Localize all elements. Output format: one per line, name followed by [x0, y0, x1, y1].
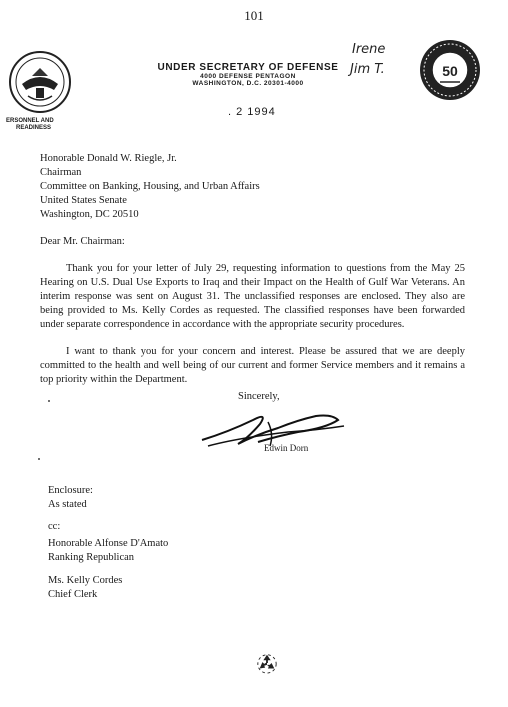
recipient-line: Committee on Banking, Housing, and Urban Affairs: [40, 181, 260, 192]
cc-entry: [48, 537, 168, 565]
body-paragraph-2: I want to thank you for your concern and interest. Please be assured that we are deeply committed to the health and well being of our current and former Service members and it remains a top priority within the Department.: [40, 346, 465, 385]
enclosure-label: Enclosure:: [48, 485, 93, 496]
letterhead: [148, 62, 348, 87]
cc-title: Chief Clerk: [48, 589, 98, 600]
scan-speck: [48, 400, 50, 402]
handwritten-note-line2: Jim T.: [350, 62, 385, 77]
signer-name: Edwin Dorn: [264, 443, 309, 453]
cc-label: cc:: [48, 521, 61, 532]
letter-date: . 2 1994: [228, 106, 276, 118]
agency-address: 4000 DEFENSE PENTAGON: [200, 73, 296, 80]
scan-speck: [38, 458, 40, 460]
closing: Sincerely,: [238, 391, 280, 402]
recipient-line: United States Senate: [40, 195, 127, 206]
salutation: Dear Mr. Chairman:: [40, 236, 125, 247]
enclosure-value: As stated: [48, 499, 87, 510]
cc-entry: [48, 574, 122, 602]
cc-name: Ms. Kelly Cordes: [48, 575, 123, 586]
anniversary-seal-number: 50: [442, 63, 458, 79]
cc-name: Honorable Alfonse D'Amato: [48, 538, 169, 549]
agency-city: WASHINGTON, D.C. 20301-4000: [192, 80, 304, 87]
recycle-icon: [256, 652, 278, 674]
recipient-address: [40, 152, 260, 222]
office-label: ERSONNEL AND READINESS: [6, 118, 54, 131]
department-of-defense-seal-icon: [8, 50, 72, 114]
enclosure: [48, 484, 93, 512]
page-number: 101: [244, 8, 264, 23]
cc-title: Ranking Republican: [48, 552, 135, 563]
handwritten-note-line1: Irene: [352, 42, 386, 57]
recipient-line: Honorable Donald W. Riegle, Jr.: [40, 153, 177, 164]
body-paragraph-1: Thank you for your letter of July 29, requesting information to questions from the May 25 Hearing on U.S. Dual Use Exports to Iraq and their Impact on the Health of Gulf War Veterans. An interim response was sent on August 31. The unclassified responses are enclosed. They also are being provided to Ms. Kelly Cordes as requested. The classified responses have been forwarded under separate correspondence in accordance with the appropriate security procedures.: [40, 263, 465, 330]
anniversary-seal-icon: [418, 38, 482, 102]
recipient-line: Chairman: [40, 167, 82, 178]
recipient-line: Washington, DC 20510: [40, 209, 139, 220]
agency-title: UNDER SECRETARY OF DEFENSE: [157, 62, 339, 73]
